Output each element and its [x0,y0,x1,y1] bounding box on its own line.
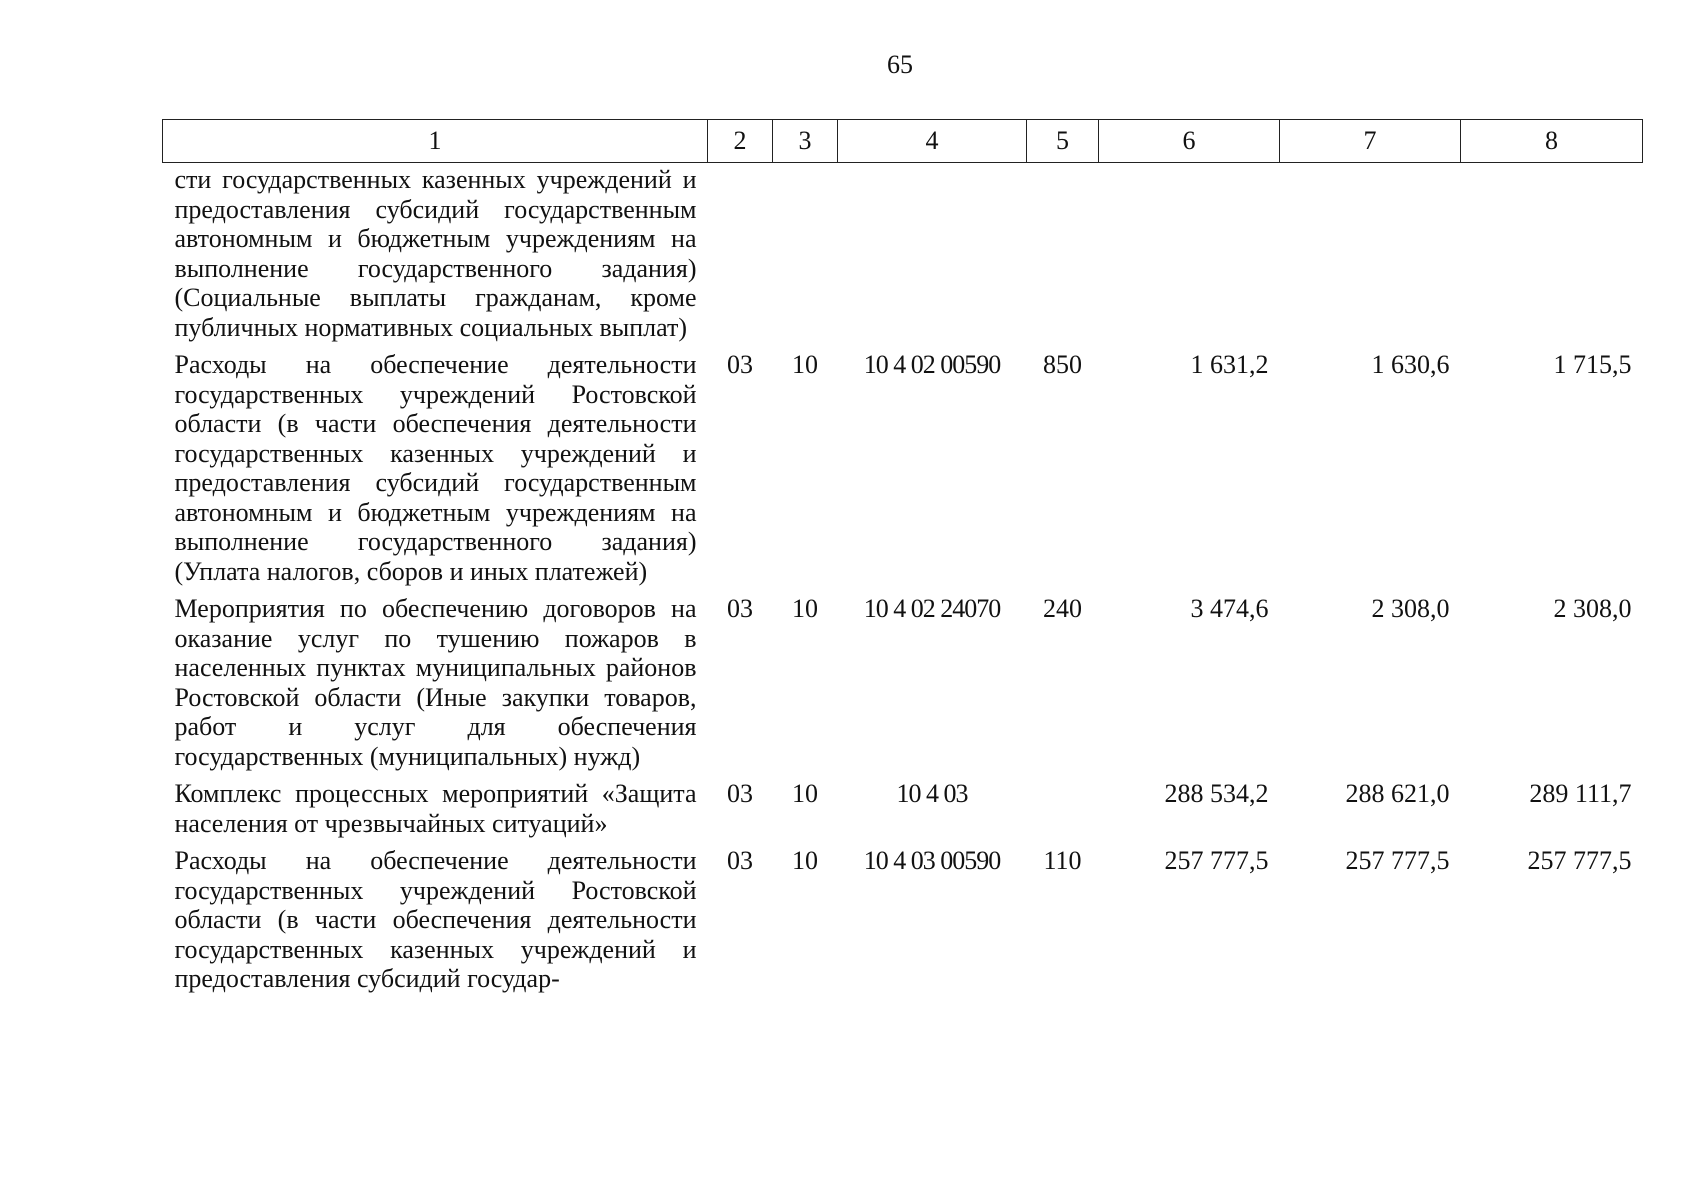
column-header-8: 8 [1461,120,1643,163]
target-article-code: 10 4 03 [896,779,968,808]
table-row [163,350,1643,594]
subsection-code: 10 [792,846,818,875]
table-row [163,779,1643,846]
subsection-code: 10 [792,594,818,623]
subsection-code [773,163,838,351]
amount-col-8: 2 308,0 [1553,594,1632,623]
section-code: 03 [727,350,753,379]
column-header-3: 3 [773,120,838,163]
column-header-4: 4 [838,120,1027,163]
target-article-code [838,163,1027,351]
table-row [163,594,1643,779]
subsection-code: 10 [792,779,818,808]
amount-col-8: 257 777,5 [1527,846,1632,875]
column-header-6: 6 [1099,120,1280,163]
table-row [163,846,1643,1002]
budget-table [162,119,1643,1002]
row-description: Расходы на обеспечение деятельности государственных учреждений Ростовской области (в части обеспечения деятельности государственных казенных учреждений и предоставления субсидий государ- [174,846,697,993]
amount-col-6: 257 777,5 [1164,846,1269,875]
section-code [708,163,773,351]
amount-col-8: 289 111,7 [1529,779,1632,808]
section-code: 03 [727,779,753,808]
column-header-7: 7 [1280,120,1461,163]
row-description: Комплекс процессных мероприятий «Защита населения от чрезвычайных ситуаций» [174,779,697,838]
amount-col-7 [1280,163,1461,351]
section-code: 03 [727,594,753,623]
amount-col-7: 288 621,0 [1345,779,1450,808]
amount-col-6: 3 474,6 [1190,594,1269,623]
row-description: сти государственных казенных учреждений и предоставления субсидий государственным автономным и бюджетным учреждениям на выполнение государственного задания) (Социальные выплаты гражданам, кроме публичных нормативных социальных выплат) [174,165,697,342]
expense-type-code: 850 [1043,350,1082,379]
amount-col-7: 257 777,5 [1345,846,1450,875]
column-header-1: 1 [163,120,708,163]
section-code: 03 [727,846,753,875]
row-description: Мероприятия по обеспечению договоров на оказание услуг по тушению пожаров в населенных пунктах муниципальных районов Ростовской области (Иные закупки товаров, работ и услуг для обеспечения государственных (муниципальных) нужд) [174,594,697,771]
table-row [163,163,1643,351]
amount-col-6 [1099,163,1280,351]
row-description: Расходы на обеспечение деятельности государственных учреждений Ростовской области (в части обеспечения деятельности государственных казенных учреждений и предоставления субсидий государственным автономным и бюджетным учреждениям на выполнение государственного задания) (Уплата налогов, сборов и иных платежей) [174,350,697,586]
target-article-code: 10 4 03 00590 [863,846,1001,875]
amount-col-6: 1 631,2 [1190,350,1269,379]
expense-type-code [1027,163,1099,351]
amount-col-7: 2 308,0 [1371,594,1450,623]
amount-col-8 [1461,163,1643,351]
column-header-5: 5 [1027,120,1099,163]
expense-type-code [1027,779,1099,846]
expense-type-code: 110 [1043,846,1082,875]
subsection-code: 10 [792,350,818,379]
amount-col-7: 1 630,6 [1371,350,1450,379]
expense-type-code: 240 [1043,594,1082,623]
page-number: 65 [887,50,913,79]
amount-col-8: 1 715,5 [1553,350,1632,379]
target-article-code: 10 4 02 24070 [863,594,1001,623]
target-article-code: 10 4 02 00590 [863,350,1001,379]
amount-col-6: 288 534,2 [1164,779,1269,808]
column-header-2: 2 [708,120,773,163]
header-row [163,120,1643,163]
